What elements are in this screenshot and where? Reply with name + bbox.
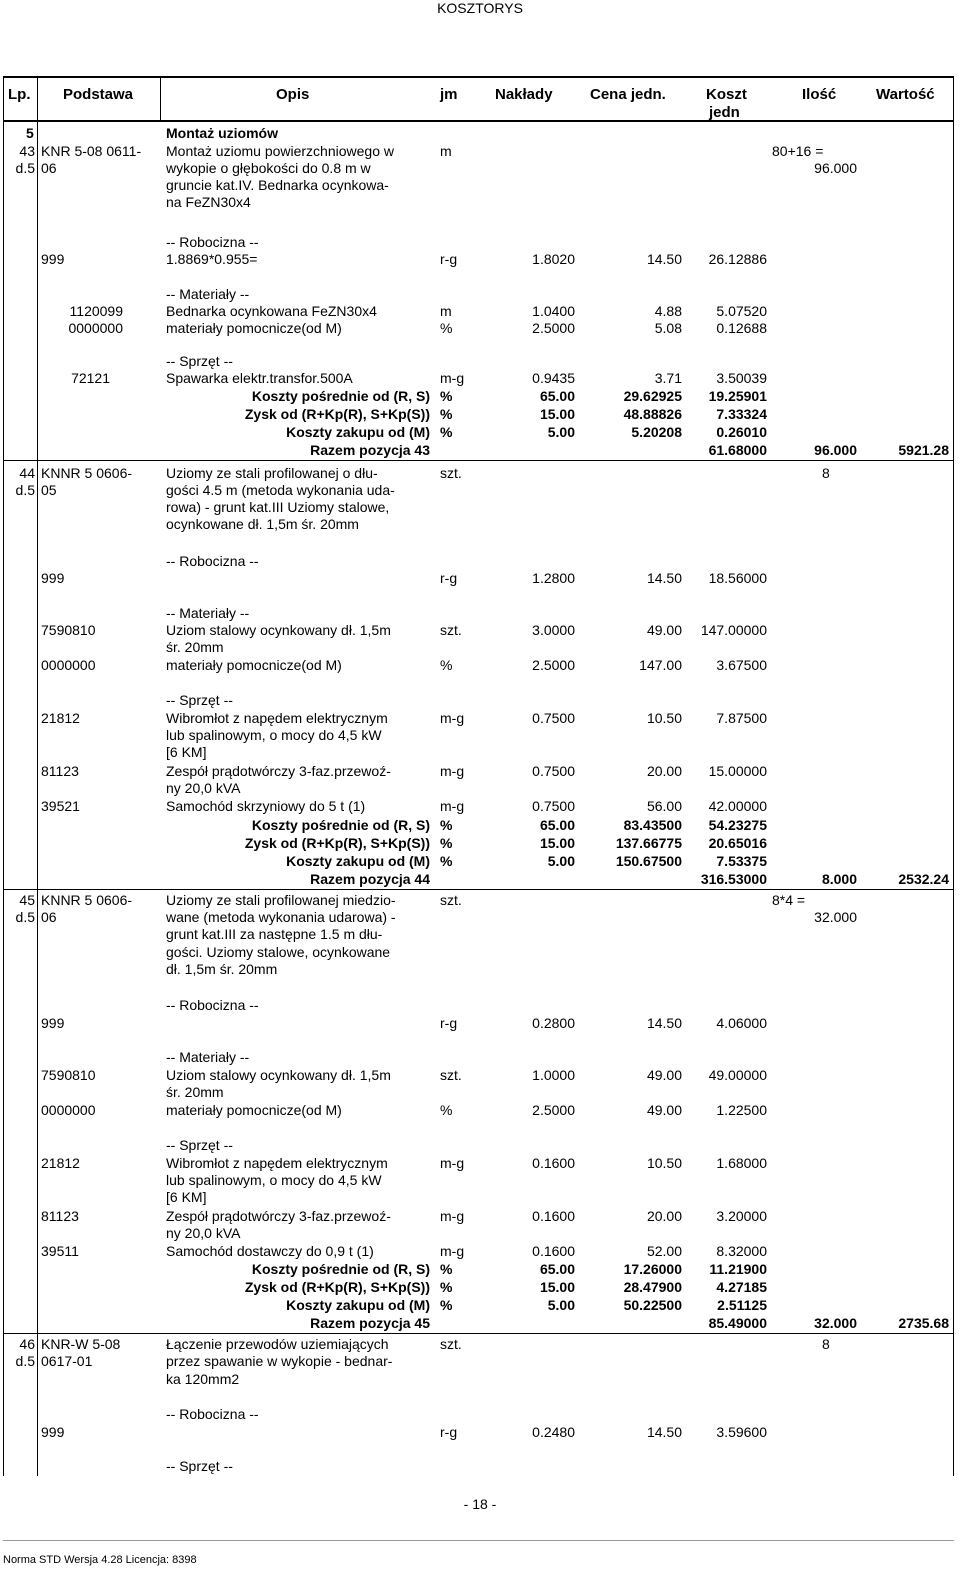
header-lp: Lp.	[8, 86, 31, 103]
p44-zysk-naklady: 15.00	[539, 835, 575, 851]
p44-koszty-zakupu-koszt: 7.53375	[716, 853, 767, 869]
header-koszt: Koszt	[706, 86, 747, 103]
p45-zysk-jm: %	[440, 1279, 453, 1295]
p43-koszty-zakupu-label: Koszty zakupu od (M)	[286, 424, 430, 440]
p45-sprz3-opis: Samochód dostawczy do 0,9 t (1)	[166, 1243, 374, 1259]
p44-mat1-opis-2: śr. 20mm	[166, 639, 224, 655]
p43-koszty-posrednie-naklady: 65.00	[539, 388, 575, 404]
header-koszt-jedn: jedn	[709, 104, 740, 121]
p43-sprz-koszt: 3.50039	[716, 370, 767, 386]
p46-rob-jm: r-g	[440, 1424, 458, 1440]
p44-koszty-zakupu-label: Koszty zakupu od (M)	[286, 853, 430, 869]
p45-jm: szt.	[440, 892, 462, 908]
p46-ilosc: 8	[822, 1336, 830, 1352]
p44-razem-koszt: 316.53000	[700, 871, 767, 887]
p44-sprz1-koszt: 7.87500	[716, 710, 767, 726]
p45-mat1-jm: szt.	[440, 1067, 462, 1083]
p43-mat2-naklady: 2.5000	[532, 320, 575, 336]
p44-materialy-header: -- Materiały --	[166, 605, 250, 621]
p45-sprz1-opis-3: [6 KM]	[166, 1189, 207, 1205]
p44-ilosc: 8	[822, 465, 830, 481]
p45-sprz1-code: 21812	[41, 1155, 80, 1171]
p46-jm: szt.	[440, 1336, 462, 1352]
p44-zysk-jm: %	[440, 835, 453, 851]
p44-sprz3-koszt: 42.00000	[708, 798, 767, 814]
p46-robocizna-header: -- Robocizna --	[166, 1406, 259, 1422]
p43-sprzet-header: -- Sprzęt --	[166, 353, 233, 369]
table-top-border	[3, 76, 954, 78]
p43-podstawa-2: 06	[41, 160, 57, 176]
p46-lp-dzial: d.5	[15, 1353, 35, 1369]
p44-sprz1-opis-3: [6 KM]	[166, 744, 207, 760]
p43-mat2-code: 0000000	[68, 320, 123, 336]
p43-rob-cena: 14.50	[646, 251, 682, 267]
col-line-podstawa	[160, 76, 161, 122]
p45-koszty-zakupu-cena: 50.22500	[623, 1297, 682, 1313]
p44-mat1-opis: Uziom stalowy ocynkowany dł. 1,5m	[166, 622, 391, 638]
page-number: - 18 -	[463, 1496, 497, 1512]
p44-mat2-cena: 147.00	[639, 657, 682, 673]
p45-zysk-koszt: 4.27185	[716, 1279, 767, 1295]
p45-sprz3-cena: 52.00	[646, 1243, 682, 1259]
p43-sprz-cena: 3.71	[654, 370, 682, 386]
p45-sprz2-opis-2: ny 20,0 kVA	[166, 1225, 241, 1241]
p45-razem-label: Razem pozycja 45	[310, 1315, 430, 1331]
p44-mat2-naklady: 2.5000	[532, 657, 575, 673]
p45-mat1-opis: Uziom stalowy ocynkowany dł. 1,5m	[166, 1067, 391, 1083]
p43-opis-4: na FeZN30x4	[166, 194, 251, 210]
p45-koszty-posrednie-cena: 17.26000	[623, 1261, 682, 1277]
p45-sprz3-koszt: 8.32000	[716, 1243, 767, 1259]
p44-zysk-koszt: 20.65016	[708, 835, 767, 851]
p44-razem-label: Razem pozycja 44	[310, 871, 430, 887]
p45-opis-3: grunt kat.III za następne 1.5 m dłu-	[166, 926, 383, 942]
p43-razem-label: Razem pozycja 43	[310, 442, 430, 458]
p45-mat1-opis-2: śr. 20mm	[166, 1084, 224, 1100]
p45-koszty-zakupu-koszt: 2.51125	[717, 1297, 767, 1313]
p43-mat2-opis: materiały pomocnicze(od M)	[166, 320, 342, 336]
p45-zysk-label: Zysk od (R+Kp(R), S+Kp(S))	[244, 1279, 430, 1295]
p45-koszty-posrednie-label: Koszty pośrednie od (R, S)	[251, 1261, 430, 1277]
p44-jm: szt.	[440, 465, 462, 481]
p43-rob-opis: 1.8869*0.955=	[166, 251, 258, 267]
p46-sprzet-header: -- Sprzęt --	[166, 1458, 233, 1474]
p44-lp-dzial: d.5	[15, 482, 35, 498]
p45-rob-koszt: 4.06000	[716, 1015, 767, 1031]
p45-mat1-koszt: 49.00000	[708, 1067, 767, 1083]
p44-sprz1-jm: m-g	[440, 710, 465, 726]
p43-koszty-posrednie-cena: 29.62925	[623, 388, 682, 404]
col-line-lp	[37, 76, 38, 1476]
p45-sprz2-koszt: 3.20000	[716, 1208, 767, 1224]
p45-koszty-zakupu-jm: %	[440, 1297, 453, 1313]
p44-mat2-opis: materiały pomocnicze(od M)	[166, 657, 342, 673]
header-naklady: Nakłady	[495, 86, 553, 103]
p46-opis-2: przez spawanie w wykopie - bednar-	[166, 1353, 393, 1369]
p45-sprz1-naklady: 0.1600	[532, 1155, 575, 1171]
p43-opis-1: Montaż uziomu powierzchniowego w	[166, 143, 394, 159]
p45-sprz2-opis: Zespół prądotwórczy 3-faz.przewoź-	[166, 1208, 391, 1224]
p44-separator	[3, 889, 954, 890]
p45-rob-cena: 14.50	[646, 1015, 682, 1031]
p43-mat1-opis: Bednarka ocynkowana FeZN30x4	[166, 303, 377, 319]
p44-mat2-koszt: 3.67500	[716, 657, 767, 673]
p45-sprz3-code: 39511	[41, 1243, 79, 1259]
p43-zysk-label: Zysk od (R+Kp(R), S+Kp(S))	[244, 406, 430, 422]
p46-rob-naklady: 0.2480	[532, 1424, 575, 1440]
p43-mat2-jm: %	[440, 320, 453, 336]
p43-razem-wartosc: 5921.28	[898, 442, 949, 458]
p44-sprz2-opis-2: ny 20,0 kVA	[166, 780, 241, 796]
p45-mat2-cena: 49.00	[646, 1102, 682, 1118]
p44-opis-2: gości 4.5 m (metoda wykonania uda-	[166, 482, 395, 498]
p44-koszty-posrednie-jm: %	[440, 817, 453, 833]
p44-sprz1-code: 21812	[41, 710, 80, 726]
p44-rob-koszt: 18.56000	[708, 570, 767, 586]
p43-zysk-koszt: 7.33324	[716, 406, 767, 422]
p46-podstawa: KNR-W 5-08	[41, 1336, 121, 1352]
p45-sprz2-jm: m-g	[440, 1208, 465, 1224]
p45-materialy-header: -- Materiały --	[166, 1049, 250, 1065]
p43-koszty-zakupu-koszt: 0.26010	[716, 424, 767, 440]
p45-lp: 45	[19, 892, 35, 908]
p44-mat1-cena: 49.00	[646, 622, 682, 638]
p45-razem-wartosc: 2735.68	[898, 1315, 949, 1331]
footer-license: Norma STD Wersja 4.28 Licencja: 8398	[3, 1554, 197, 1566]
p45-opis-5: dł. 1,5m śr. 20mm	[166, 961, 278, 977]
p43-mat1-code: 1120099	[69, 303, 123, 319]
p44-sprz3-code: 39521	[41, 798, 80, 814]
p45-sprzet-header: -- Sprzęt --	[166, 1137, 233, 1153]
p43-koszty-posrednie-koszt: 19.25901	[708, 388, 767, 404]
p43-zysk-naklady: 15.00	[539, 406, 575, 422]
p45-sprz2-naklady: 0.1600	[532, 1208, 575, 1224]
section-number: 5	[26, 125, 34, 141]
p44-sprz2-cena: 20.00	[646, 763, 682, 779]
p45-lp-dzial: d.5	[15, 909, 35, 925]
p44-sprz3-naklady: 0.7500	[532, 798, 575, 814]
p44-koszty-posrednie-naklady: 65.00	[539, 817, 575, 833]
p44-rob-naklady: 1.2800	[532, 570, 575, 586]
p45-opis-2: wane (metoda wykonania udarowa) -	[166, 909, 396, 925]
p44-mat1-jm: szt.	[440, 622, 462, 638]
p45-sprz2-cena: 20.00	[646, 1208, 682, 1224]
p45-koszty-zakupu-label: Koszty zakupu od (M)	[286, 1297, 430, 1313]
p44-mat2-code: 0000000	[41, 657, 96, 673]
p45-separator	[3, 1333, 954, 1334]
p45-zysk-naklady: 15.00	[539, 1279, 575, 1295]
p44-podstawa: KNNR 5 0606-	[41, 465, 133, 481]
p44-sprz1-opis-2: lub spalinowym, o mocy do 4,5 kW	[166, 727, 382, 743]
p43-rob-jm: r-g	[440, 251, 458, 267]
p43-koszty-posrednie-label: Koszty pośrednie od (R, S)	[251, 388, 430, 404]
p44-opis-3: rowa) - grunt kat.III Uziomy stalowe,	[166, 499, 390, 515]
p43-opis-2: wykopie o głębokości do 0.8 m w	[166, 160, 371, 176]
p45-podstawa: KNNR 5 0606-	[41, 892, 133, 908]
p44-sprz2-koszt: 15.00000	[708, 763, 767, 779]
header-ilosc: Ilość	[802, 86, 837, 103]
p43-koszty-zakupu-naklady: 5.00	[547, 424, 575, 440]
p43-separator	[3, 460, 954, 461]
p43-ilosc: 96.000	[814, 160, 857, 176]
p43-lp-dzial: d.5	[15, 160, 35, 176]
p44-lp: 44	[19, 465, 35, 481]
p43-mat1-naklady: 1.0400	[532, 303, 575, 319]
p45-mat2-code: 0000000	[41, 1102, 96, 1118]
p45-sprz1-koszt: 1.68000	[716, 1155, 767, 1171]
p44-sprz1-cena: 10.50	[646, 710, 682, 726]
p43-koszty-posrednie-jm: %	[440, 388, 453, 404]
p45-mat2-koszt: 1.22500	[716, 1102, 767, 1118]
p45-rob-jm: r-g	[440, 1015, 458, 1031]
p45-koszty-posrednie-naklady: 65.00	[539, 1261, 575, 1277]
p45-ilosc: 32.000	[814, 909, 857, 925]
p44-sprz3-jm: m-g	[440, 798, 465, 814]
p43-materialy-header: -- Materiały --	[166, 286, 250, 302]
p46-rob-code: 999	[41, 1424, 65, 1440]
p43-sprz-code: 72121	[71, 370, 110, 386]
p43-robocizna-header: -- Robocizna --	[166, 234, 259, 250]
p45-sprz3-jm: m-g	[440, 1243, 465, 1259]
p45-sprz2-code: 81123	[41, 1208, 79, 1224]
p44-koszty-zakupu-jm: %	[440, 853, 453, 869]
p44-mat1-koszt: 147.00000	[700, 622, 767, 638]
page-title: KOSZTORYS	[437, 0, 523, 16]
p45-mat1-naklady: 1.0000	[532, 1067, 575, 1083]
p45-opis-1: Uziomy ze stali profilowanej miedzio-	[166, 892, 396, 908]
p44-zysk-cena: 137.66775	[615, 835, 682, 851]
p43-mat2-koszt: 0.12688	[716, 320, 767, 336]
p43-sprz-opis: Spawarka elektr.transfor.500A	[166, 370, 353, 386]
p43-sprz-naklady: 0.9435	[532, 370, 575, 386]
p44-sprz1-opis: Wibromłot z napędem elektrycznym	[166, 710, 388, 726]
p43-mat1-cena: 4.88	[654, 303, 682, 319]
p45-sprz3-naklady: 0.1600	[532, 1243, 575, 1259]
p44-sprz2-code: 81123	[41, 763, 79, 779]
p44-podstawa-2: 05	[41, 482, 57, 498]
p43-koszty-zakupu-cena: 5.20208	[631, 424, 682, 440]
p46-rob-cena: 14.50	[646, 1424, 682, 1440]
col-line-right	[953, 76, 954, 1476]
p44-sprz2-jm: m-g	[440, 763, 465, 779]
p45-sprz1-opis: Wibromłot z napędem elektrycznym	[166, 1155, 388, 1171]
p45-sprz1-jm: m-g	[440, 1155, 465, 1171]
p44-koszty-posrednie-koszt: 54.23275	[708, 817, 767, 833]
p46-rob-koszt: 3.59600	[716, 1424, 767, 1440]
p43-mat1-jm: m	[440, 303, 452, 319]
p45-mat2-naklady: 2.5000	[532, 1102, 575, 1118]
p44-zysk-label: Zysk od (R+Kp(R), S+Kp(S))	[244, 835, 430, 851]
p45-robocizna-header: -- Robocizna --	[166, 997, 259, 1013]
p45-koszty-zakupu-naklady: 5.00	[547, 1297, 575, 1313]
p43-jm: m	[440, 143, 452, 159]
p44-rob-code: 999	[41, 570, 65, 586]
p45-ilosc-formula: 8*4 =	[772, 892, 806, 908]
p43-razem-ilosc: 96.000	[814, 442, 857, 458]
p43-zysk-cena: 48.88826	[623, 406, 682, 422]
p44-opis-1: Uziomy ze stali profilowanej o dłu-	[166, 465, 378, 481]
p46-podstawa-2: 0617-01	[41, 1353, 93, 1369]
header-podstawa: Podstawa	[63, 86, 134, 103]
header-jm: jm	[440, 86, 458, 103]
section-title: Montaż uziomów	[166, 125, 278, 141]
p43-razem-koszt: 61.68000	[708, 442, 767, 458]
p43-mat2-cena: 5.08	[654, 320, 682, 336]
p43-sprz-jm: m-g	[440, 370, 465, 386]
p44-koszty-zakupu-naklady: 5.00	[547, 853, 575, 869]
p45-opis-4: gości. Uziomy stalowe, ocynkowane	[166, 944, 391, 960]
p44-koszty-zakupu-cena: 150.67500	[615, 853, 682, 869]
p45-sprz1-cena: 10.50	[646, 1155, 682, 1171]
p43-lp: 43	[19, 143, 35, 159]
p44-sprz3-opis: Samochód skrzyniowy do 5 t (1)	[166, 798, 366, 814]
p45-mat1-cena: 49.00	[646, 1067, 682, 1083]
p43-podstawa: KNR 5-08 0611-	[41, 143, 142, 159]
header-bottom-border	[3, 120, 954, 122]
p44-rob-cena: 14.50	[646, 570, 682, 586]
p43-ilosc-formula: 80+16 =	[772, 143, 824, 159]
header-cena: Cena jedn.	[590, 86, 666, 103]
p44-koszty-posrednie-cena: 83.43500	[623, 817, 682, 833]
p45-mat1-code: 7590810	[41, 1067, 96, 1083]
p44-sprz1-naklady: 0.7500	[532, 710, 575, 726]
p43-rob-code: 999	[41, 251, 65, 267]
p44-sprz2-opis: Zespół prądotwórczy 3-faz.przewoź-	[166, 763, 391, 779]
p46-lp: 46	[19, 1336, 35, 1352]
p45-razem-ilosc: 32.000	[814, 1315, 857, 1331]
p43-opis-3: gruncie kat.IV. Bednarka ocynkowa-	[166, 177, 389, 193]
p45-mat2-jm: %	[440, 1102, 453, 1118]
p45-mat2-opis: materiały pomocnicze(od M)	[166, 1102, 342, 1118]
header-wartosc: Wartość	[876, 86, 935, 103]
header-opis: Opis	[276, 86, 310, 103]
p45-sprz1-opis-2: lub spalinowym, o mocy do 4,5 kW	[166, 1172, 382, 1188]
p43-rob-koszt: 26.12886	[708, 251, 767, 267]
p44-mat1-naklady: 3.0000	[532, 622, 575, 638]
p45-zysk-cena: 28.47900	[623, 1279, 682, 1295]
p44-mat2-jm: %	[440, 657, 453, 673]
p45-koszty-posrednie-jm: %	[440, 1261, 453, 1277]
p43-mat1-koszt: 5.07520	[716, 303, 767, 319]
p44-sprz2-naklady: 0.7500	[532, 763, 575, 779]
footer-separator	[3, 1540, 954, 1541]
p43-koszty-zakupu-jm: %	[440, 424, 453, 440]
p44-sprzet-header: -- Sprzęt --	[166, 692, 233, 708]
p45-podstawa-2: 06	[41, 909, 57, 925]
p44-razem-ilosc: 8.000	[821, 871, 857, 887]
p46-opis-1: Łączenie przewodów uziemiających	[166, 1336, 389, 1352]
p43-zysk-jm: %	[440, 406, 453, 422]
p44-opis-4: ocynkowane dł. 1,5m śr. 20mm	[166, 516, 359, 532]
p44-rob-jm: r-g	[440, 570, 458, 586]
p46-opis-3: ka 120mm2	[166, 1371, 240, 1387]
col-line-left	[3, 76, 4, 1476]
p44-sprz3-cena: 56.00	[646, 798, 682, 814]
p45-razem-koszt: 85.49000	[708, 1315, 767, 1331]
p43-rob-naklady: 1.8020	[532, 251, 575, 267]
p45-koszty-posrednie-koszt: 11.21900	[709, 1261, 767, 1277]
p45-rob-naklady: 0.2800	[532, 1015, 575, 1031]
p44-robocizna-header: -- Robocizna --	[166, 553, 259, 569]
p45-rob-code: 999	[41, 1015, 65, 1031]
p44-mat1-code: 7590810	[41, 622, 96, 638]
p44-razem-wartosc: 2532.24	[898, 871, 949, 887]
p44-koszty-posrednie-label: Koszty pośrednie od (R, S)	[251, 817, 430, 833]
